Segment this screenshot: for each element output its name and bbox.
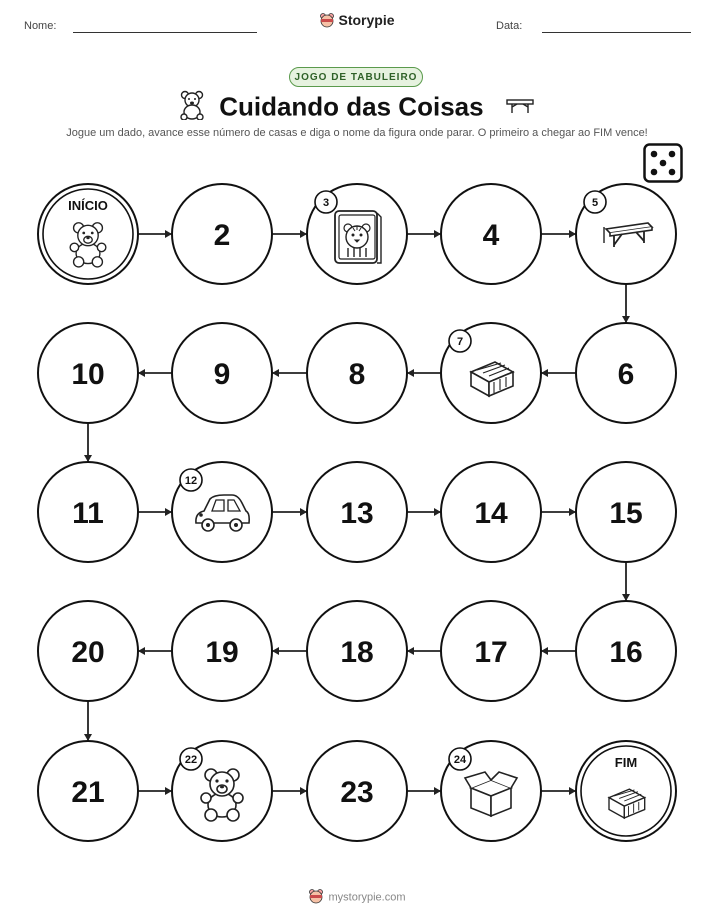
space-number: 13: [340, 497, 374, 530]
board-space[interactable]: [38, 741, 138, 841]
end-space[interactable]: [576, 741, 676, 841]
space-number: 12: [184, 475, 198, 487]
space-number: 11: [72, 497, 104, 530]
board-space[interactable]: [307, 601, 407, 701]
board-space[interactable]: [172, 323, 272, 423]
footer-url: mystorypie.com: [328, 891, 406, 904]
board-space[interactable]: [441, 462, 541, 562]
teddy-bear-icon: [201, 769, 243, 821]
space-number: 16: [609, 636, 643, 669]
board-space[interactable]: [576, 184, 676, 284]
path-arrow: [541, 787, 576, 795]
space-number: 20: [71, 636, 105, 669]
space-number: 22: [184, 754, 198, 766]
path-arrow: [138, 369, 172, 377]
path-arrow: [541, 647, 576, 655]
space-number: 9: [213, 358, 231, 391]
name-label: Nome:: [24, 20, 57, 32]
path-arrow: [541, 230, 576, 238]
title-text: Cuidando das Coisas: [219, 91, 484, 122]
space-number: 2: [213, 219, 231, 252]
board-space[interactable]: [172, 741, 272, 841]
space-number: 6: [617, 358, 635, 391]
board-space[interactable]: [38, 462, 138, 562]
board-space[interactable]: [172, 462, 272, 562]
space-number: 7: [456, 336, 464, 348]
space-number: 8: [348, 358, 366, 391]
path-arrow: [407, 508, 441, 516]
board-space[interactable]: [576, 323, 676, 423]
board-space[interactable]: [441, 601, 541, 701]
board-space[interactable]: [441, 323, 541, 423]
teddy-bear-icon: [70, 223, 106, 267]
path-arrow: [622, 284, 630, 323]
path-arrow: [84, 701, 92, 741]
space-number: 5: [591, 197, 599, 209]
date-label: Data:: [496, 20, 523, 32]
path-arrow: [138, 787, 172, 795]
space-number: 18: [340, 636, 374, 669]
path-arrow: [272, 230, 307, 238]
start-label: INÍCIO: [68, 198, 108, 213]
board-space[interactable]: [441, 741, 541, 841]
path-arrow: [272, 647, 307, 655]
board-space[interactable]: [307, 741, 407, 841]
path-arrow: [407, 230, 441, 238]
path-arrow: [541, 508, 576, 516]
board-space[interactable]: [441, 184, 541, 284]
board-space[interactable]: [307, 462, 407, 562]
path-arrow: [272, 369, 307, 377]
instructions: Jogue um dado, avance esse número de casas e diga o nome da figura onde parar. O primeiro a chegar ao FIM vence!: [66, 127, 648, 139]
brand-name: Storypie: [338, 12, 395, 29]
end-label: FIM: [614, 755, 638, 770]
board-space[interactable]: [307, 184, 407, 284]
path-arrow: [407, 369, 441, 377]
board-space[interactable]: [172, 601, 272, 701]
footer-logo-icon: [308, 888, 324, 907]
path-arrow: [138, 647, 172, 655]
board-space[interactable]: [576, 601, 676, 701]
space-number: 15: [609, 497, 643, 530]
space-number: 17: [474, 636, 508, 669]
game-type-badge: JOGO DE TABULEIRO: [289, 67, 423, 87]
board-space[interactable]: [38, 601, 138, 701]
board-space[interactable]: [576, 462, 676, 562]
space-number: 14: [474, 497, 508, 530]
path-arrow: [272, 787, 307, 795]
start-space[interactable]: [38, 184, 138, 284]
book-icon: [335, 211, 381, 263]
space-number: 19: [205, 636, 239, 669]
space-number: 21: [71, 776, 105, 809]
path-arrow: [622, 562, 630, 601]
space-number: 23: [340, 776, 374, 809]
board-space[interactable]: [172, 184, 272, 284]
path-arrow: [407, 647, 441, 655]
footer: [0, 888, 714, 907]
path-arrow: [138, 508, 172, 516]
space-number: 4: [482, 219, 500, 252]
space-number: 10: [71, 358, 105, 391]
board-space[interactable]: [307, 323, 407, 423]
path-arrow: [407, 787, 441, 795]
path-arrow: [272, 508, 307, 516]
space-number: 24: [453, 754, 467, 766]
space-number: 3: [322, 197, 330, 209]
path-arrow: [541, 369, 576, 377]
board-space[interactable]: [38, 323, 138, 423]
path-arrow: [138, 230, 172, 238]
path-arrow: [84, 423, 92, 462]
